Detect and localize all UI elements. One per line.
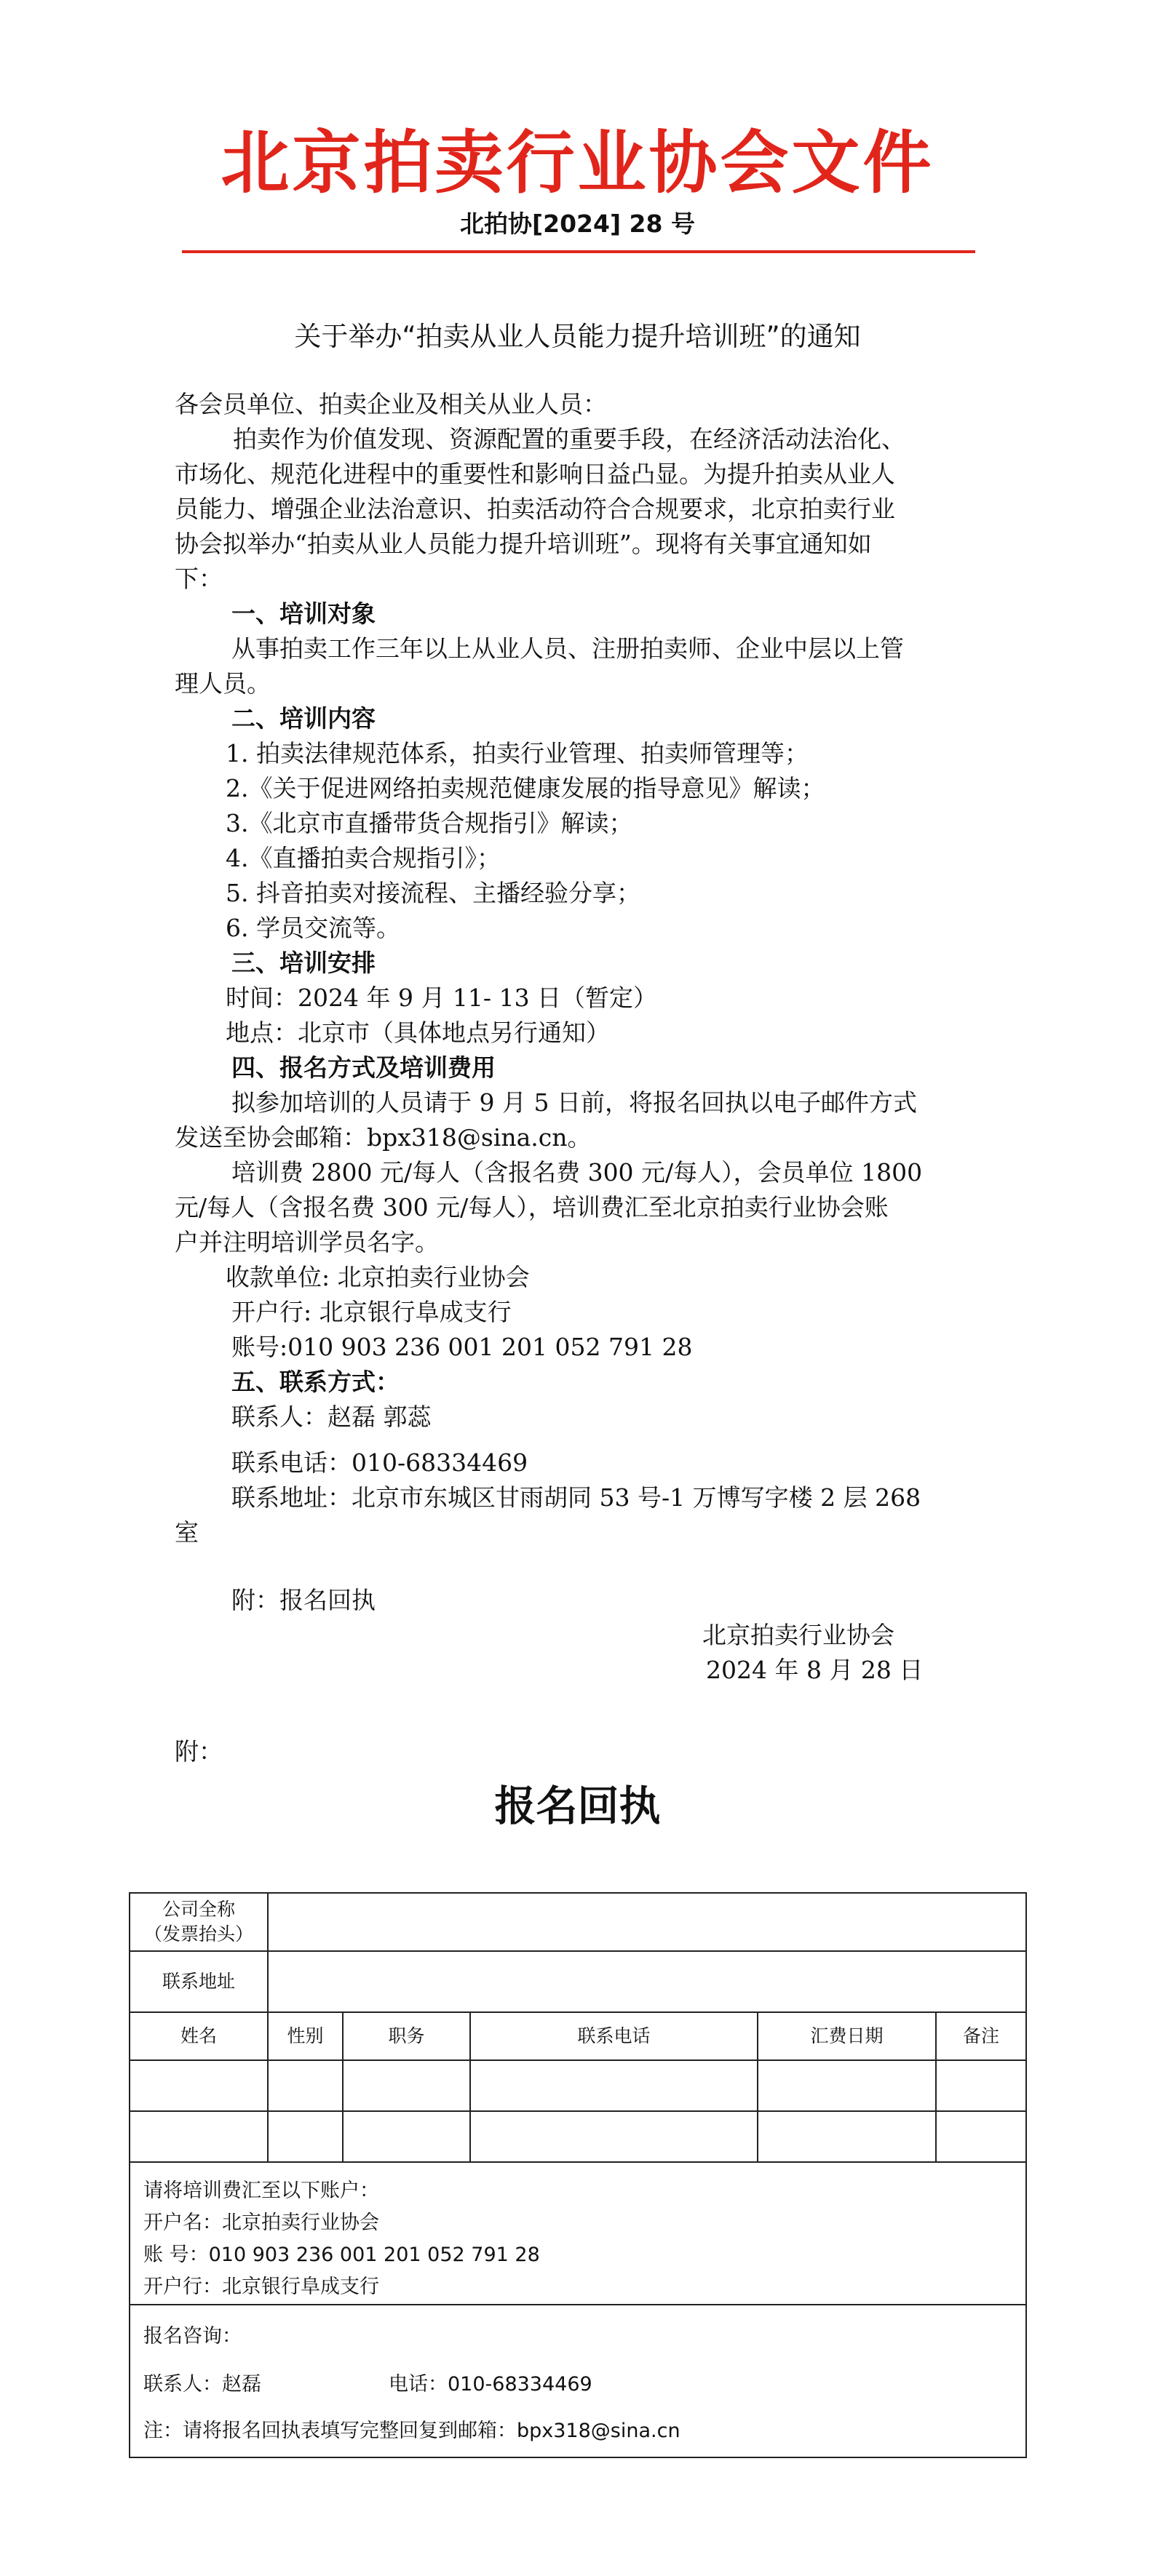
contact-person: 联系人：赵磊 郭蕊	[231, 1403, 432, 1431]
col-header-name: 姓名	[129, 2011, 269, 2061]
table-cell-empty[interactable]	[267, 2110, 344, 2163]
col-header-phone: 联系电话	[469, 2011, 758, 2061]
intro-line: 协会拟举办“拍卖从业人员能力提升培训班”。现将有关事宜通知如	[175, 530, 872, 558]
content-item: 2.《关于促进网络拍卖规范健康发展的指导意见》解读；	[226, 774, 825, 802]
table-cell-empty[interactable]	[935, 2110, 1027, 2163]
col-header-position: 职务	[342, 2011, 471, 2061]
address-label-cell	[129, 1950, 269, 2013]
table-cell-empty[interactable]	[129, 2059, 269, 2112]
table-cell-empty[interactable]	[129, 2110, 269, 2163]
signature-date: 2024 年 8 月 28 日	[706, 1656, 924, 1684]
targets-line: 理人员。	[175, 669, 271, 698]
section-heading-signup: 四、报名方式及培训费用	[231, 1053, 496, 1082]
targets-line: 从事拍卖工作三年以上从业人员、注册拍卖师、企业中层以上管	[231, 634, 904, 663]
signup-line: 发送至协会邮箱：bpx318@sina.cn。	[175, 1123, 592, 1152]
content-item: 1. 拍卖法律规范体系，拍卖行业管理、拍卖师管理等；	[226, 739, 809, 767]
content-item: 6. 学员交流等。	[226, 914, 400, 942]
content-item: 4.《直播拍卖合规指引》；	[226, 844, 501, 872]
fee-line: 元/每人（含报名费 300 元/每人），培训费汇至北京拍卖行业协会账	[175, 1193, 889, 1221]
document-number: 北拍协[2024] 28 号	[460, 210, 695, 238]
contact-address: 室	[175, 1518, 199, 1547]
table-cell-empty[interactable]	[935, 2059, 1027, 2112]
intro-line: 下：	[175, 565, 223, 593]
col-header-gender: 性别	[267, 2011, 344, 2061]
col-header-remarks: 备注	[935, 2011, 1027, 2061]
attachment-note: 附：报名回执	[231, 1586, 376, 1614]
consult-note: 注：请将报名回执表填写完整回复到邮箱：bpx318@sina.cn	[143, 2420, 680, 2442]
payment-account-name: 开户名：北京拍卖行业协会	[143, 2212, 379, 2234]
intro-line: 员能力、增强企业法治意识、拍卖活动符合合规要求，北京拍卖行业	[175, 495, 895, 523]
intro-line: 拍卖作为价值发现、资源配置的重要手段，在经济活动法治化、	[233, 425, 905, 453]
bank: 开户行: 北京银行阜成支行	[231, 1298, 512, 1326]
header-divider	[182, 250, 975, 253]
company-label: 公司全称	[162, 1899, 235, 1921]
signup-line: 拟参加培训的人员请于 9 月 5 日前，将报名回执以电子邮件方式	[231, 1088, 917, 1117]
address-label: 联系地址	[162, 1971, 235, 1993]
table-cell-empty[interactable]	[757, 2059, 937, 2112]
consult-person: 联系人：赵磊	[143, 2373, 261, 2396]
content-item: 5. 抖音拍卖对接流程、主播经验分享；	[226, 879, 640, 907]
payment-panel	[129, 2161, 1027, 2305]
consult-panel	[129, 2304, 1027, 2458]
signature-org: 北京拍卖行业协会	[702, 1621, 894, 1649]
section-heading-content: 二、培训内容	[231, 704, 376, 733]
table-cell-empty[interactable]	[342, 2110, 471, 2163]
document-header-title: 北京拍卖行业协会文件	[221, 124, 934, 203]
company-label-sub: （发票抬头）	[143, 1923, 253, 1945]
fee-line: 户并注明培训学员名字。	[175, 1228, 439, 1256]
company-label-cell	[129, 1892, 269, 1952]
payee: 收款单位: 北京拍卖行业协会	[226, 1263, 530, 1291]
table-cell-empty[interactable]	[757, 2110, 937, 2163]
payment-account-number: 账 号：010 903 236 001 201 052 791 28	[143, 2244, 540, 2266]
address-input-cell[interactable]	[267, 1950, 1027, 2013]
notice-title: 关于举办“拍卖从业人员能力提升培训班”的通知	[294, 321, 861, 352]
section-heading-targets: 一、培训对象	[231, 599, 376, 628]
schedule-place: 地点：北京市（具体地点另行通知）	[226, 1018, 610, 1047]
salutation: 各会员单位、拍卖企业及相关从业人员：	[175, 390, 607, 418]
table-cell-empty[interactable]	[469, 2110, 758, 2163]
intro-line: 市场化、规范化进程中的重要性和影响日益凸显。为提升拍卖从业人	[175, 460, 895, 488]
section-heading-contact: 五、联系方式：	[231, 1368, 400, 1396]
consult-heading: 报名咨询：	[143, 2325, 242, 2348]
payment-intro: 请将培训费汇至以下账户：	[143, 2180, 379, 2202]
table-cell-empty[interactable]	[469, 2059, 758, 2112]
schedule-time: 时间：2024 年 9 月 11- 13 日（暂定）	[226, 984, 658, 1012]
table-cell-empty[interactable]	[342, 2059, 471, 2112]
table-cell-empty[interactable]	[267, 2059, 344, 2112]
contact-phone: 联系电话：010-68334469	[231, 1448, 528, 1477]
contact-address: 联系地址：北京市东城区甘雨胡同 53 号-1 万博写字楼 2 层 268	[231, 1483, 921, 1512]
account-number: 账号:010 903 236 001 201 052 791 28	[231, 1333, 693, 1361]
company-input-cell[interactable]	[267, 1892, 1027, 1952]
fee-line: 培训费 2800 元/每人（含报名费 300 元/每人），会员单位 1800	[231, 1158, 923, 1187]
content-item: 3.《北京市直播带货合规指引》解读；	[226, 809, 633, 837]
attachment-title: 报名回执	[494, 1782, 661, 1830]
attachment-label: 附：	[175, 1737, 223, 1766]
section-heading-schedule: 三、培训安排	[231, 949, 376, 977]
payment-bank: 开户行：北京银行阜成支行	[143, 2276, 379, 2298]
consult-phone: 电话：010-68334469	[389, 2373, 592, 2396]
col-header-payment-date: 汇费日期	[757, 2011, 937, 2061]
